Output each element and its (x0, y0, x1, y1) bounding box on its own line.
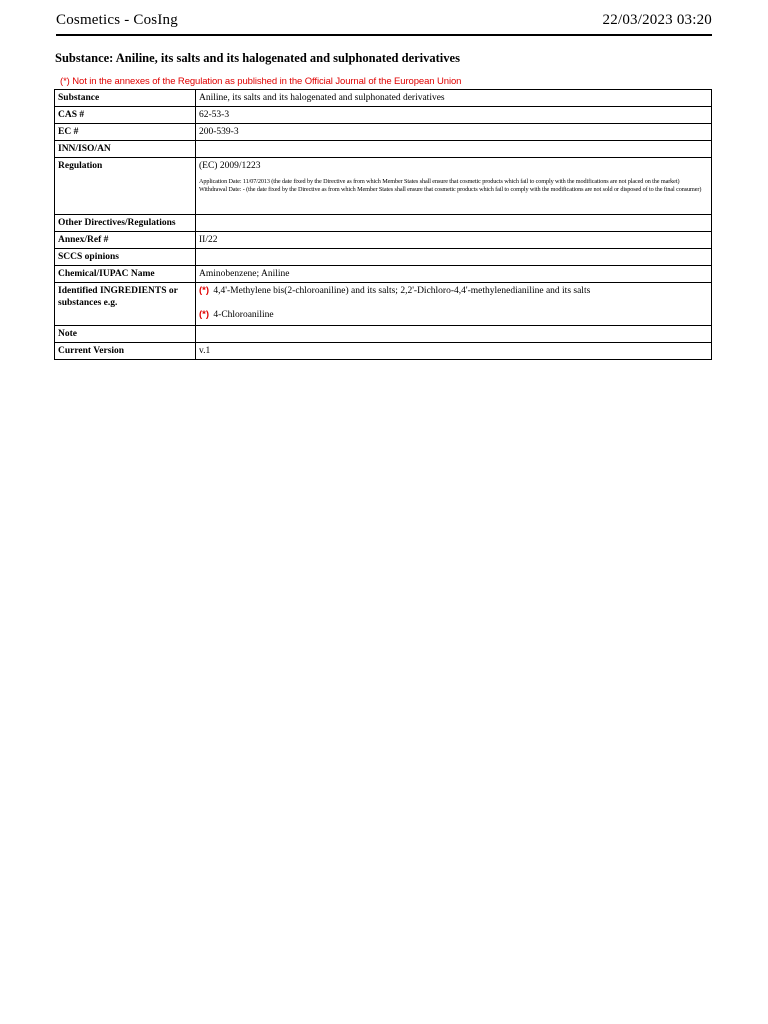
value-sccs (196, 249, 712, 266)
ingredient-link[interactable]: 4,4'-Methylene bis(2-chloroaniline) and its salts; 2,2'-Dichloro-4,4'-methylenedianiline and its salts (213, 286, 591, 296)
table-row-sccs (55, 249, 712, 266)
table-row-other-directives (55, 215, 712, 232)
label-ec: EC # (55, 124, 196, 141)
label-other-directives: Other Directives/Regulations (55, 215, 196, 232)
substance-details-table (54, 89, 712, 360)
table-row-current-version (55, 343, 712, 360)
label-note: Note (55, 326, 196, 343)
table-row-annex-ref (55, 232, 712, 249)
table-row-ingredients (55, 283, 712, 326)
value-cas: 62-53-3 (196, 107, 712, 124)
ingredient-item (199, 309, 708, 321)
disclaimer-note: (*) Not in the annexes of the Regulation as published in the Official Journal of the European Union (60, 76, 462, 87)
ingredient-item (199, 285, 708, 297)
not-in-annex-marker: (*) (199, 285, 210, 296)
table-row-cas (55, 107, 712, 124)
label-cas: CAS # (55, 107, 196, 124)
regulation-withdrawal-date: Withdrawal Date: - (the date fixed by the Directive as from which Member States shall ensure that cosmetic products which fail to comply with the modifications are not sold or disposed of to the final consumer) (199, 186, 702, 193)
regulation-number: (EC) 2009/1223 (199, 161, 261, 171)
label-inn: INN/ISO/AN (55, 141, 196, 158)
label-chemical-name: Chemical/IUPAC Name (55, 266, 196, 283)
label-current-version: Current Version (55, 343, 196, 360)
table-row-substance (55, 90, 712, 107)
value-annex-ref: II/22 (196, 232, 712, 249)
value-ec: 200-539-3 (196, 124, 712, 141)
label-annex-ref: Annex/Ref # (55, 232, 196, 249)
table-row-chemical-name (55, 266, 712, 283)
table-row-regulation (55, 158, 712, 215)
page-header (56, 10, 712, 36)
value-substance: Aniline, its salts and its halogenated and sulphonated derivatives (196, 90, 712, 107)
label-ingredients: Identified INGREDIENTS or substances e.g. (55, 283, 196, 326)
table-row-note (55, 326, 712, 343)
label-sccs: SCCS opinions (55, 249, 196, 266)
label-regulation: Regulation (55, 158, 196, 215)
value-chemical-name: Aminobenzene; Aniline (196, 266, 712, 283)
label-substance: Substance (55, 90, 196, 107)
value-regulation (196, 158, 712, 215)
value-ingredients (196, 283, 712, 326)
print-datetime: 22/03/2023 03:20 (602, 12, 712, 28)
site-title: Cosmetics - CosIng (56, 12, 178, 28)
table-row-inn (55, 141, 712, 158)
table-row-ec (55, 124, 712, 141)
value-other-directives (196, 215, 712, 232)
value-note (196, 326, 712, 343)
page-title: Substance: Aniline, its salts and its halogenated and sulphonated derivatives (55, 51, 460, 65)
regulation-application-date: Application Date: 11/07/2013 (the date fixed by the Directive as from which Member States shall ensure that cosmetic products which fail to comply with the modifications are not placed on the market) (199, 178, 680, 185)
value-current-version: v.1 (196, 343, 712, 360)
not-in-annex-marker: (*) (199, 309, 210, 320)
ingredient-link[interactable]: 4-Chloroaniline (213, 310, 274, 320)
value-inn (196, 141, 712, 158)
